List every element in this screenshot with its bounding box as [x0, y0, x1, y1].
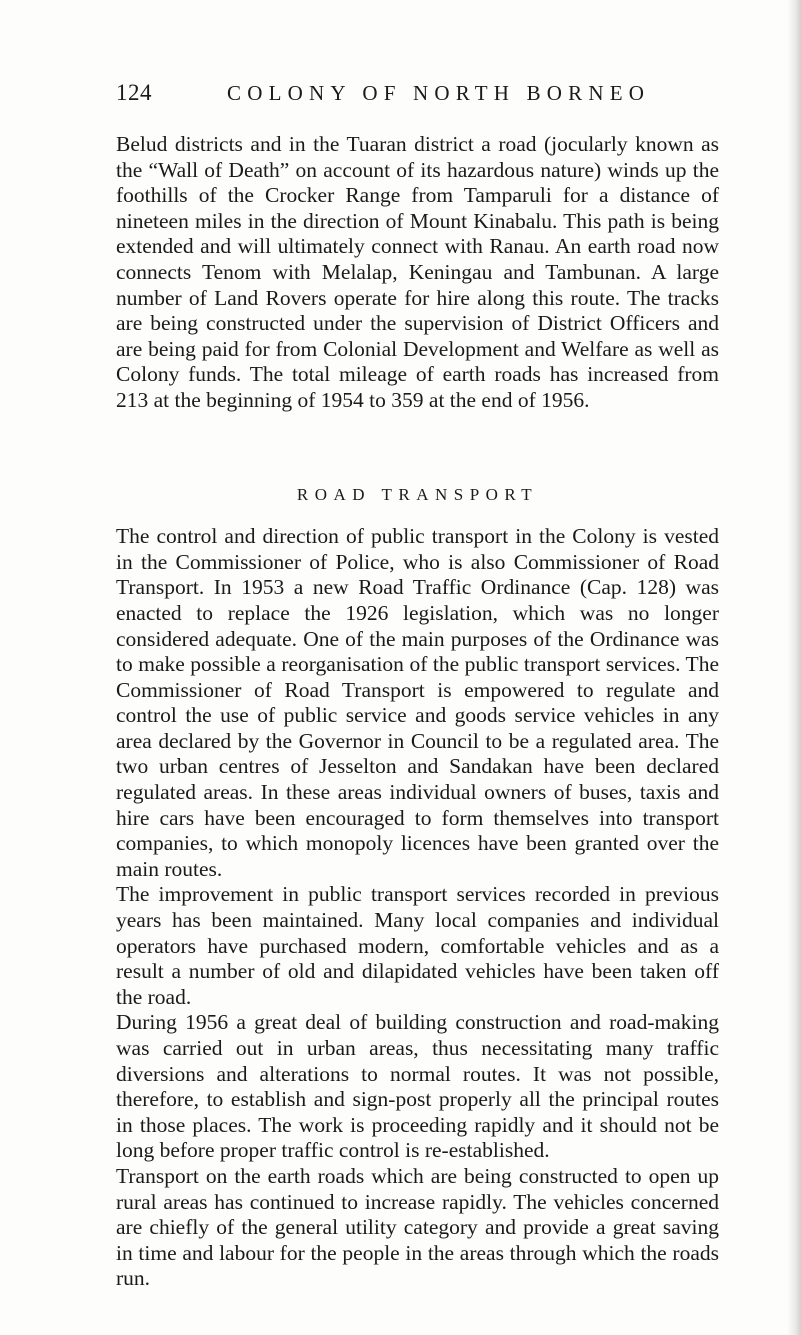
- paragraph-road-transport-3: During 1956 a great deal of building construction and road-making was carried out in urban areas, thus necessitating many traffic diversions and alterations to normal routes. It was not possible, therefore, to establish and sign-post properly all the principal routes in those places. The work is proceeding rapidly and it should not be long before proper traffic control is re-established.: [116, 1010, 719, 1163]
- paragraph-road-transport-2: The improvement in public transport services recorded in previous years has been maintained. Many local companies and individual operators have purchased modern, comfortable vehicles and as a result a number of old and dilapidated vehicles have been taken off the road.: [116, 882, 719, 1009]
- page-edge-shadow: [787, 0, 801, 1335]
- paragraph-continuation: Belud districts and in the Tuaran district a road (jocularly known as the “Wall of Death” on account of its hazardous nature) winds up the foothills of the Crocker Range from Tamparuli for a distance of nineteen miles in the direction of Mount Kinabalu. This path is being extended and will ultimately connect with Ranau. An earth road now connects Tenom with Melalap, Keningau and Tambunan. A large number of Land Rovers operate for hire along this route. The tracks are being constructed under the supervision of District Officers and are being paid for from Colonial Development and Welfare as well as Colony funds. The total mileage of earth roads has increased from 213 at the beginning of 1954 to 359 at the end of 1956.: [116, 132, 719, 412]
- paragraph-road-transport-1: The control and direction of public transport in the Colony is vested in the Commissioner of Police, who is also Commissioner of Road Transport. In 1953 a new Road Traffic Ordinance (Cap. 128) was enacted to replace the 1926 legislation, which was no longer considered adequate. One of the main purposes of the Ordinance was to make possible a reorganisation of the public transport services. The Commissioner of Road Transport is empowered to regulate and control the use of public service and goods service vehicles in any area declared by the Governor in Council to be a regulated area. The two urban centres of Jesselton and Sandakan have been declared regulated areas. In these areas individual owners of buses, taxis and hire cars have been encouraged to form themselves into transport companies, to which monopoly licences have been granted over the main routes.: [116, 524, 719, 881]
- page-body: [116, 132, 719, 1292]
- running-head: COLONY OF NORTH BORNEO: [227, 81, 651, 105]
- paragraph-road-transport-4: Transport on the earth roads which are being constructed to open up rural areas has continued to increase rapidly. The vehicles concerned are chiefly of the general utility category and provide a great saving in time and labour for the people in the areas through which the roads run.: [116, 1163, 719, 1291]
- page-number: 124: [116, 80, 152, 105]
- page-header: [116, 80, 716, 120]
- section-heading: ROAD TRANSPORT: [296, 484, 539, 504]
